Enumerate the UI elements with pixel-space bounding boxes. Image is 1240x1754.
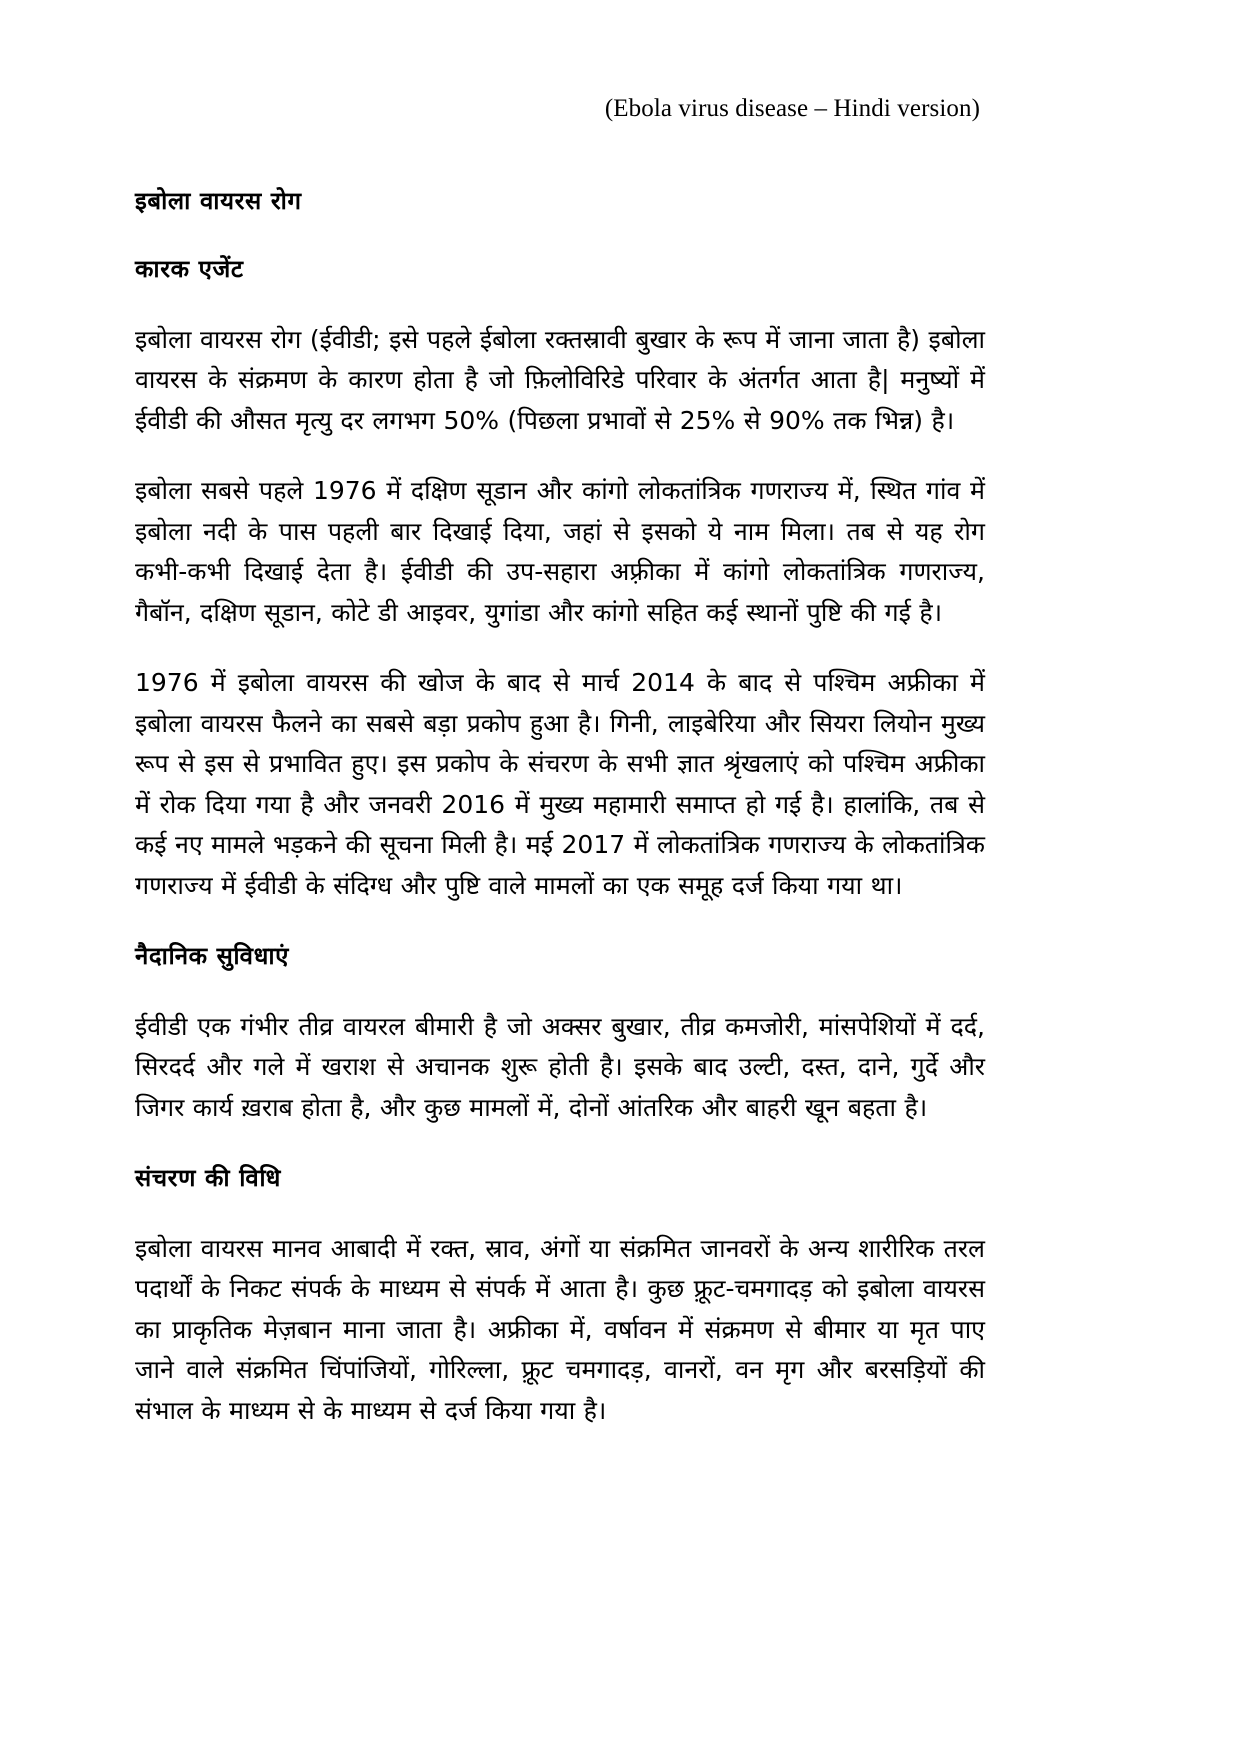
document-header-note: (Ebola virus disease – Hindi version) (604, 95, 980, 122)
paragraph: इबोला वायरस मानव आबादी में रक्त, स्राव, अंगों या संक्रमित जानवरों के अन्य शारीरिक तरल पदार्थों के निकट संपर्क के माध्यम से संपर्क में आता है। कुछ फ़्रूट-चमगादड़ को इबोला वायरस का प्राकृतिक मेज़बान माना जाता है। अफ्रीका में, वर्षावन में संक्रमण से बीमार या मृत पाए जाने वाले संक्रमित चिंपांजियों, गोरिल्ला, फ़्रूट चमगादड़, वानरों, वन मृग और बरसड़ियों की संभाल के माध्यम से के माध्यम से दर्ज किया गया है। (135, 1233, 985, 1425)
section-heading-causative-agent: कारक एजेंट (135, 255, 244, 284)
section-heading-clinical-features: नैदानिक सुविधाएं (135, 942, 290, 971)
paragraph: इबोला वायरस रोग (ईवीडी; इसे पहले ईबोला रक्तस्रावी बुखार के रूप में जाना जाता है) इबोला वायरस के संक्रमण के कारण होता है जो फ़िलोविरिडे परिवार के अंतर्गत आता है| मनुष्यों में ईवीडी की औसत मृत्यु दर लगभग 50% (पिछला प्रभावों से 25% से 90% तक भिन्न) है। (135, 324, 985, 435)
paragraph: ईवीडी एक गंभीर तीव्र वायरल बीमारी है जो अक्सर बुखार, तीव्र कमजोरी, मांसपेशियों में दर्द, सिरदर्द और गले में खराश से अचानक शुरू होती है। इसके बाद उल्टी, दस्त, दाने, गुर्दे और जिगर कार्य ख़राब होता है, और कुछ मामलों में, दोनों आंतरिक और बाहरी खून बहता है। (135, 1011, 985, 1122)
section-heading-mode-of-transmission: संचरण की विधि (135, 1164, 281, 1193)
paragraph: 1976 में इबोला वायरस की खोज के बाद से मार्च 2014 के बाद से पश्चिम अफ्रीका में इबोला वायरस फैलने का सबसे बड़ा प्रकोप हुआ है। गिनी, लाइबेरिया और सियरा लियोन मुख्य रूप से इस से प्रभावित हुए। इस प्रकोप के संचरण के सभी ज्ञात श्रृंखलाएं को पश्चिम अफ्रीका में रोक दिया गया है और जनवरी 2016 में मुख्य महामारी समाप्त हो गई है। हालांकि, तब से कई नए मामले भड़कने की सूचना मिली है। मई 2017 में लोकतांत्रिक गणराज्य के लोकतांत्रिक गणराज्य में ईवीडी के संदिग्ध और पुष्टि वाले मामलों का एक समूह दर्ज किया गया था। (135, 668, 985, 900)
paragraph: इबोला सबसे पहले 1976 में दक्षिण सूडान और कांगो लोकतांत्रिक गणराज्य में, स्थित गांव में इबोला नदी के पास पहली बार दिखाई दिया, जहां से इसको ये नाम मिला। तब से यह रोग कभी-कभी दिखाई देता है। ईवीडी की उप-सहारा अफ़्रीका में कांगो लोकतांत्रिक गणराज्य, गैबॉन, दक्षिण सूडान, कोटे डी आइवर, युगांडा और कांगो सहित कई स्थानों पुष्टि की गई है। (135, 476, 985, 627)
document-body (135, 185, 985, 1431)
document-title: इबोला वायरस रोग (135, 187, 302, 215)
